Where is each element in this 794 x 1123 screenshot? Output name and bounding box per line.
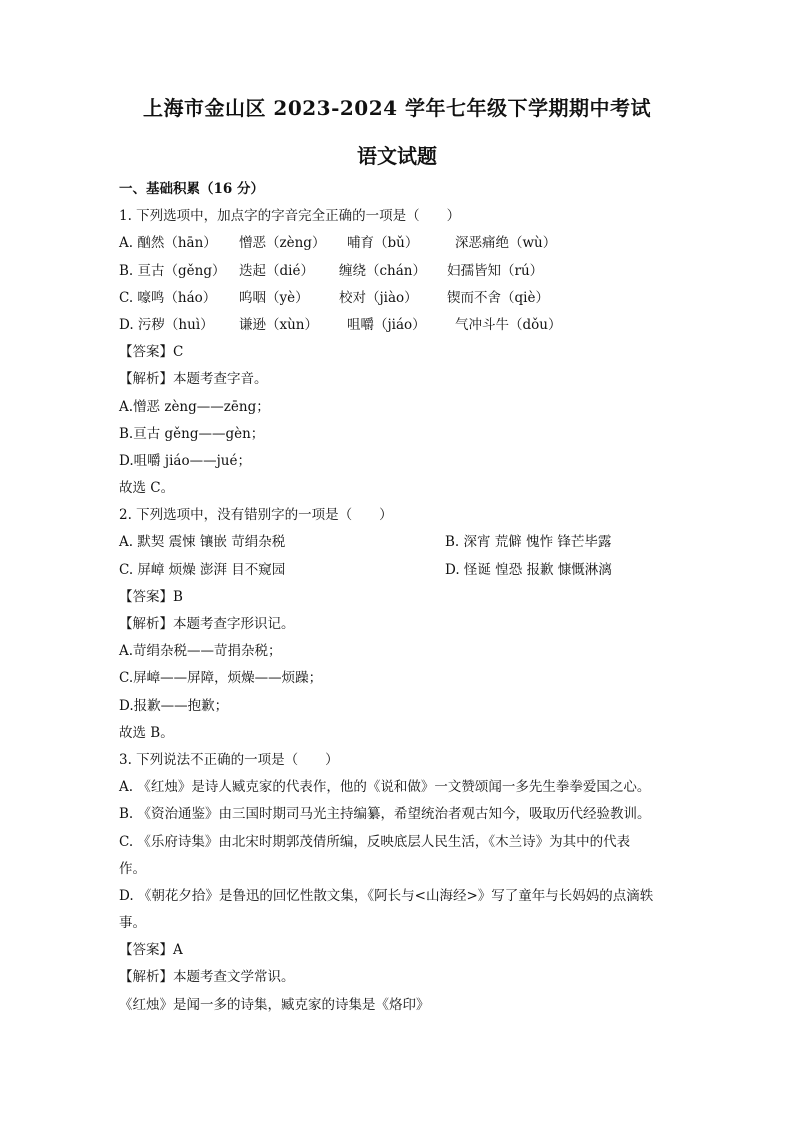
analysis-line: A.苛绢杂税——苛捐杂税； [119, 643, 282, 660]
option-item: 校对（jiào） [339, 289, 418, 306]
question-2-option-c: C. 屏嶂 烦燥 澎湃 目不窥园 [119, 561, 286, 578]
page-subtitle: 语文试题 [357, 144, 437, 168]
analysis-line: D.咀嚼 jiáo——jué； [119, 452, 251, 469]
exam-body [119, 176, 679, 1019]
option-item: 憎恶（zèng） [239, 235, 326, 252]
question-3-stem: 3. 下列说法不正确的一项是（ ） [119, 751, 339, 768]
option-item: 锲而不舍（qiè） [447, 289, 549, 306]
question-1-stem: 1. 下列选项中，加点字的字音完全正确的一项是（ ） [119, 208, 461, 225]
question-2-stem: 2. 下列选项中，没有错别字的一项是（ ） [119, 507, 393, 524]
option-item: 呜咽（yè） [239, 289, 309, 306]
question-3-analysis: 【解析】本题考查文学常识。 [119, 969, 295, 986]
question-2-options-cd [119, 557, 679, 584]
analysis-line: B.亘古 gěng——gèn； [119, 425, 265, 442]
option-item: A. 酗然（hān） [119, 235, 217, 252]
option-item: 缠绕（chán） [339, 262, 426, 279]
question-2-analysis: 【解析】本题考查字形识记。 [119, 616, 295, 632]
analysis-line: C.屏嶂——屏障，烦燥——烦躁； [119, 670, 323, 687]
question-3-option-c-cont: 作。 [119, 860, 146, 877]
question-2-option-b: B. 深宵 荒僻 愧怍 锋芒毕露 [445, 534, 612, 551]
question-3-option-a: A. 《红烛》是诗人臧克家的代表作，他的《说和做》一文赞颂闻一多先生拳拳爱国之心。 [119, 779, 651, 796]
section-heading: 一、基础积累（16 分） [119, 181, 264, 197]
option-item: 咀嚼（jiáo） [347, 316, 426, 333]
question-2-options-ab [119, 529, 679, 556]
question-3-option-d-cont: 事。 [119, 915, 146, 932]
question-1-analysis: 【解析】本题考查字音。 [119, 371, 268, 388]
question-3-option-d: D. 《朝花夕拾》是鲁迅的回忆性散文集，《阿长与<山海经>》写了童年与长妈妈的点滴轶 [119, 887, 654, 904]
question-1-answer: 【答案】C [119, 344, 184, 361]
question-3-option-b: B. 《资治通鉴》由三国时期司马光主持编纂，希望统治者观古知今，吸取历代经验教训。 [119, 806, 651, 823]
analysis-line: D.报歉——抱歉； [119, 697, 229, 714]
option-item: 迭起（dié） [239, 262, 314, 279]
question-1-option-c [119, 285, 679, 312]
option-item: 谦逊（xùn） [239, 316, 319, 333]
option-item: 妇孺皆知（rú） [447, 262, 544, 279]
option-item: B. 亘古（gěng） [119, 262, 226, 279]
analysis-line: A.憎恶 zèng——zēng； [119, 398, 270, 415]
option-item: 气冲斗牛（dǒu） [455, 316, 562, 333]
analysis-conclusion: 故选 C。 [119, 480, 175, 497]
option-item: 深恶痛绝（wù） [455, 235, 557, 252]
option-item: D. 污秽（huì） [119, 316, 214, 333]
question-2-answer: 【答案】B [119, 588, 183, 605]
option-item: C. 嚎鸣（háo） [119, 289, 217, 306]
analysis-line: 《红烛》是闻一多的诗集，臧克家的诗集是《烙印》 [119, 996, 430, 1013]
question-1-option-b [119, 258, 679, 285]
question-1-option-a [119, 230, 679, 257]
page-title: 上海市金山区 2023-2024 学年七年级下学期期中考试 [142, 96, 652, 120]
question-2-option-a: A. 默契 震悚 镶嵌 苛绢杂税 [119, 534, 286, 551]
question-3-answer: 【答案】A [119, 942, 183, 959]
analysis-conclusion: 故选 B。 [119, 724, 174, 741]
question-1-option-d [119, 312, 679, 339]
option-item: 哺育（bǔ） [347, 235, 419, 252]
question-2-option-d: D. 怪诞 惶恐 报歉 慷慨淋漓 [445, 561, 612, 578]
question-3-option-c: C. 《乐府诗集》由北宋时期郭茂倩所编，反映底层人民生活，《木兰诗》为其中的代表 [119, 833, 631, 850]
